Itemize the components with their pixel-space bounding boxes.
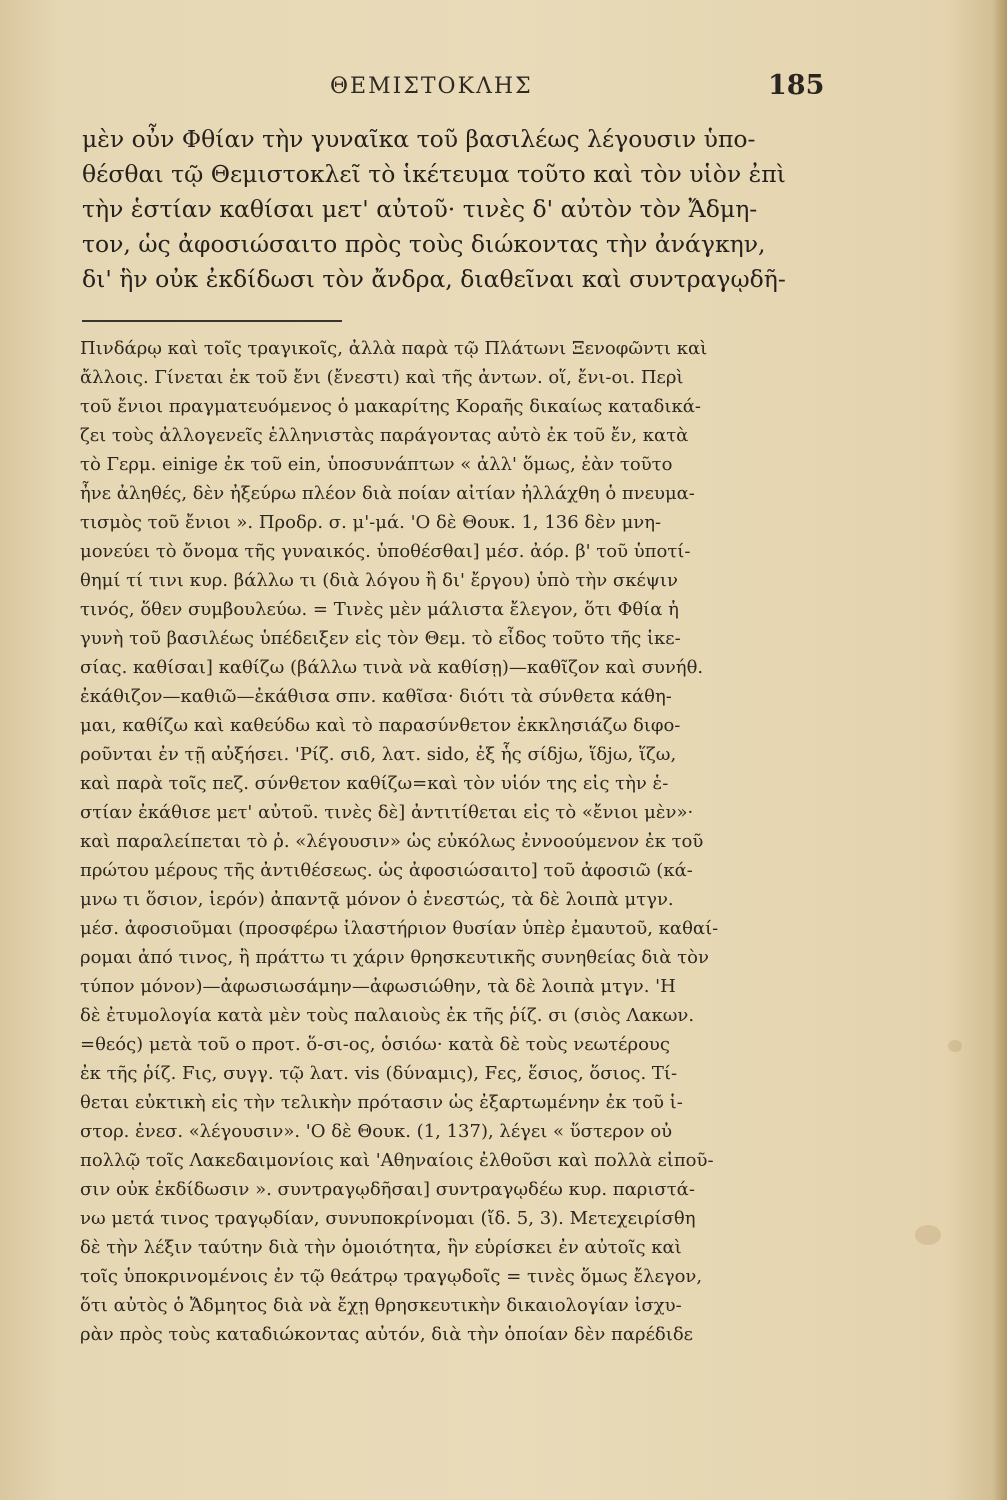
note-line: τοῖς ὑποκρινομένοις ἐν τῷ θεάτρῳ τραγῳδοῖς = τινὲς ὅμως ἔλεγον, (80, 1266, 703, 1287)
note-line: στορ. ἐνεσ. «λέγουσιν». 'Ο δὲ Θουκ. (1, 137), λέγει « ὕστερον οὐ (80, 1121, 673, 1142)
note-line: τύπον μόνον)—ἀφωσιωσάμην—ἀφωσιώθην, τὰ δὲ λοιπὰ μτγν. 'Η (80, 976, 676, 997)
main-text-line: τὴν ἑστίαν καθίσαι μετ' αὐτοῦ· τινὲς δ' αὐτὸν τὸν Ἄδμη- (82, 195, 758, 223)
note-line: ροῦνται ἐν τῇ αὐξήσει. 'Ρίζ. σιδ, λατ. sido, ἐξ ἧς σίδjω, ἵδjω, ἵζω, (80, 744, 677, 765)
note-line: πρώτου μέρους τῆς ἀντιθέσεως. ὡς ἀφοσιώσαιτο] τοῦ ἀφοσιῶ (κά- (80, 860, 693, 881)
note-line: μαι, καθίζω καὶ καθεύδω καὶ τὸ παρασύνθετον ἐκκλησιάζω διφο- (80, 715, 681, 736)
note-line: μνω τι ὅσιον, ἱερόν) ἀπαντᾷ μόνον ὁ ἐνεστώς, τὰ δὲ λοιπὰ μτγν. (80, 889, 674, 910)
note-line: σιν οὐκ ἐκδίδωσιν ». συντραγῳδῆσαι] συντραγῳδέω κυρ. παριστά- (80, 1179, 695, 1200)
note-line: =θεός) μετὰ τοῦ ο προτ. ὅ-σι-ος, ὁσιόω· κατὰ δὲ τοὺς νεωτέρους (80, 1034, 670, 1055)
note-line: θημί τί τινι κυρ. βάλλω τι (διὰ λόγου ἢ δι' ἔργου) ὑπὸ τὴν σκέψιν (80, 570, 678, 591)
note-line: δὲ ἐτυμολογία κατὰ μὲν τοὺς παλαιοὺς ἐκ τῆς ῥίζ. σι (σιὸς Λακων. (80, 1005, 695, 1026)
running-title: ΘΕΜΙΣΤΟΚΛΗΣ (330, 74, 533, 99)
note-line: ζει τοὺς ἀλλογενεῖς ἑλληνιστὰς παράγοντας αὐτὸ ἐκ τοῦ ἔν, κατὰ (80, 425, 689, 446)
note-line: σίας. καθίσαι] καθίζω (βάλλω τινὰ νὰ καθίσῃ)—καθῖζον καὶ συνήθ. (80, 657, 704, 678)
note-line: ἄλλοις. Γίνεται ἐκ τοῦ ἔνι (ἔνεστι) καὶ τῆς ἀντων. οἵ, ἔνι-οι. Περὶ (80, 367, 684, 388)
note-line: τινός, ὅθεν συμβουλεύω. = Τινὲς μὲν μάλιστα ἔλεγον, ὅτι Φθία ἡ (80, 599, 679, 620)
note-line: καὶ παραλείπεται τὸ ῥ. «λέγουσιν» ὡς εὐκόλως ἐννοούμενον ἐκ τοῦ (80, 831, 704, 852)
foxing-spot (915, 1225, 941, 1245)
note-line: νω μετά τινος τραγῳδίαν, συνυποκρίνομαι (ἴδ. 5, 3). Μετεχειρίσθη (80, 1208, 696, 1229)
note-line: θεται εὐκτικὴ εἰς τὴν τελικὴν πρότασιν ὡς ἐξαρτωμένην ἐκ τοῦ ἱ- (80, 1092, 683, 1113)
note-line: τισμὸς τοῦ ἔνιοι ». Προδρ. σ. μ'-μά. 'Ο δὲ Θουκ. 1, 136 δὲν μνη- (80, 512, 662, 533)
note-line: ρὰν πρὸς τοὺς καταδιώκοντας αὐτόν, διὰ τὴν ὁποίαν δὲν παρέδιδε (80, 1324, 693, 1345)
note-line: ὅτι αὐτὸς ὁ Ἄδμητος διὰ νὰ ἔχῃ θρησκευτικὴν δικαιολογίαν ἰσχυ- (80, 1295, 682, 1316)
note-line: τοῦ ἔνιοι πραγματευόμενος ὁ μακαρίτης Κοραῆς δικαίως καταδικά- (80, 396, 701, 417)
commentary-notes (80, 334, 840, 1349)
note-line: Πινδάρῳ καὶ τοῖς τραγικοῖς, ἀλλὰ παρὰ τῷ Πλάτωνι Ξενοφῶντι καὶ (80, 338, 708, 359)
main-text-line: τον, ὡς ἀφοσιώσαιτο πρὸς τοὺς διώκοντας τὴν ἀνάγκην, (82, 230, 766, 258)
note-line: μονεύει τὸ ὄνομα τῆς γυναικός. ὑποθέσθαι] μέσ. ἀόρ. β' τοῦ ὑποτί- (80, 541, 691, 562)
note-line: στίαν ἐκάθισε μετ' αὐτοῦ. τινὲς δὲ] ἀντιτίθεται εἰς τὸ «ἔνιοι μὲν»· (80, 802, 694, 823)
page-number: 185 (768, 70, 825, 101)
page-edge-shadow (993, 0, 1007, 1500)
note-line: καὶ παρὰ τοῖς πεζ. σύνθετον καθίζω=καὶ τὸν υἱόν της εἰς τὴν ἑ- (80, 773, 669, 794)
main-text-line: μὲν οὖν Φθίαν τὴν γυναῖκα τοῦ βασιλέως λέγουσιν ὑπο- (82, 125, 756, 153)
note-line: ἐκ τῆς ῥίζ. Fις, συγγ. τῷ λατ. vis (δύναμις), Fες, ἕσιος, ὅσιος. Τί- (80, 1063, 678, 1084)
note-line: πολλῷ τοῖς Λακεδαιμονίοις καὶ 'Αθηναίοις ἐλθοῦσι καὶ πολλὰ εἰποῦ- (80, 1150, 714, 1171)
main-text-line: δι' ἣν οὐκ ἐκδίδωσι τὸν ἄνδρα, διαθεῖναι καὶ συντραγῳδῆ- (82, 265, 786, 293)
main-text-line: θέσθαι τῷ Θεμιστοκλεῖ τὸ ἱκέτευμα τοῦτο καὶ τὸν υἱὸν ἐπὶ (82, 160, 786, 188)
foxing-spot (948, 1040, 962, 1052)
note-line: ἦνε ἀληθές, δὲν ἠξεύρω πλέον διὰ ποίαν αἰτίαν ἠλλάχθη ὁ πνευμα- (80, 483, 695, 504)
note-line: ἐκάθιζον—καθιῶ—ἐκάθισα σπν. καθῖσα· διότι τὰ σύνθετα κάθη- (80, 686, 672, 707)
page-header (0, 70, 1007, 110)
footnote-divider (82, 320, 342, 322)
note-line: τὸ Γερμ. einige ἐκ τοῦ ein, ὑποσυνάπτων « ἀλλ' ὅμως, ἐὰν τοῦτο (80, 454, 673, 475)
note-line: δὲ τὴν λέξιν ταύτην διὰ τὴν ὁμοιότητα, ἣν εὑρίσκει ἐν αὐτοῖς καὶ (80, 1237, 682, 1258)
note-line: μέσ. ἀφοσιοῦμαι (προσφέρω ἱλαστήριον θυσίαν ὑπὲρ ἐμαυτοῦ, καθαί- (80, 918, 719, 939)
note-line: γυνὴ τοῦ βασιλέως ὑπέδειξεν εἰς τὸν Θεμ. τὸ εἶδος τοῦτο τῆς ἱκε- (80, 628, 681, 649)
main-text (82, 122, 832, 297)
note-line: ρομαι ἀπό τινος, ἢ πράττω τι χάριν θρησκευτικῆς συνηθείας διὰ τὸν (80, 947, 709, 968)
